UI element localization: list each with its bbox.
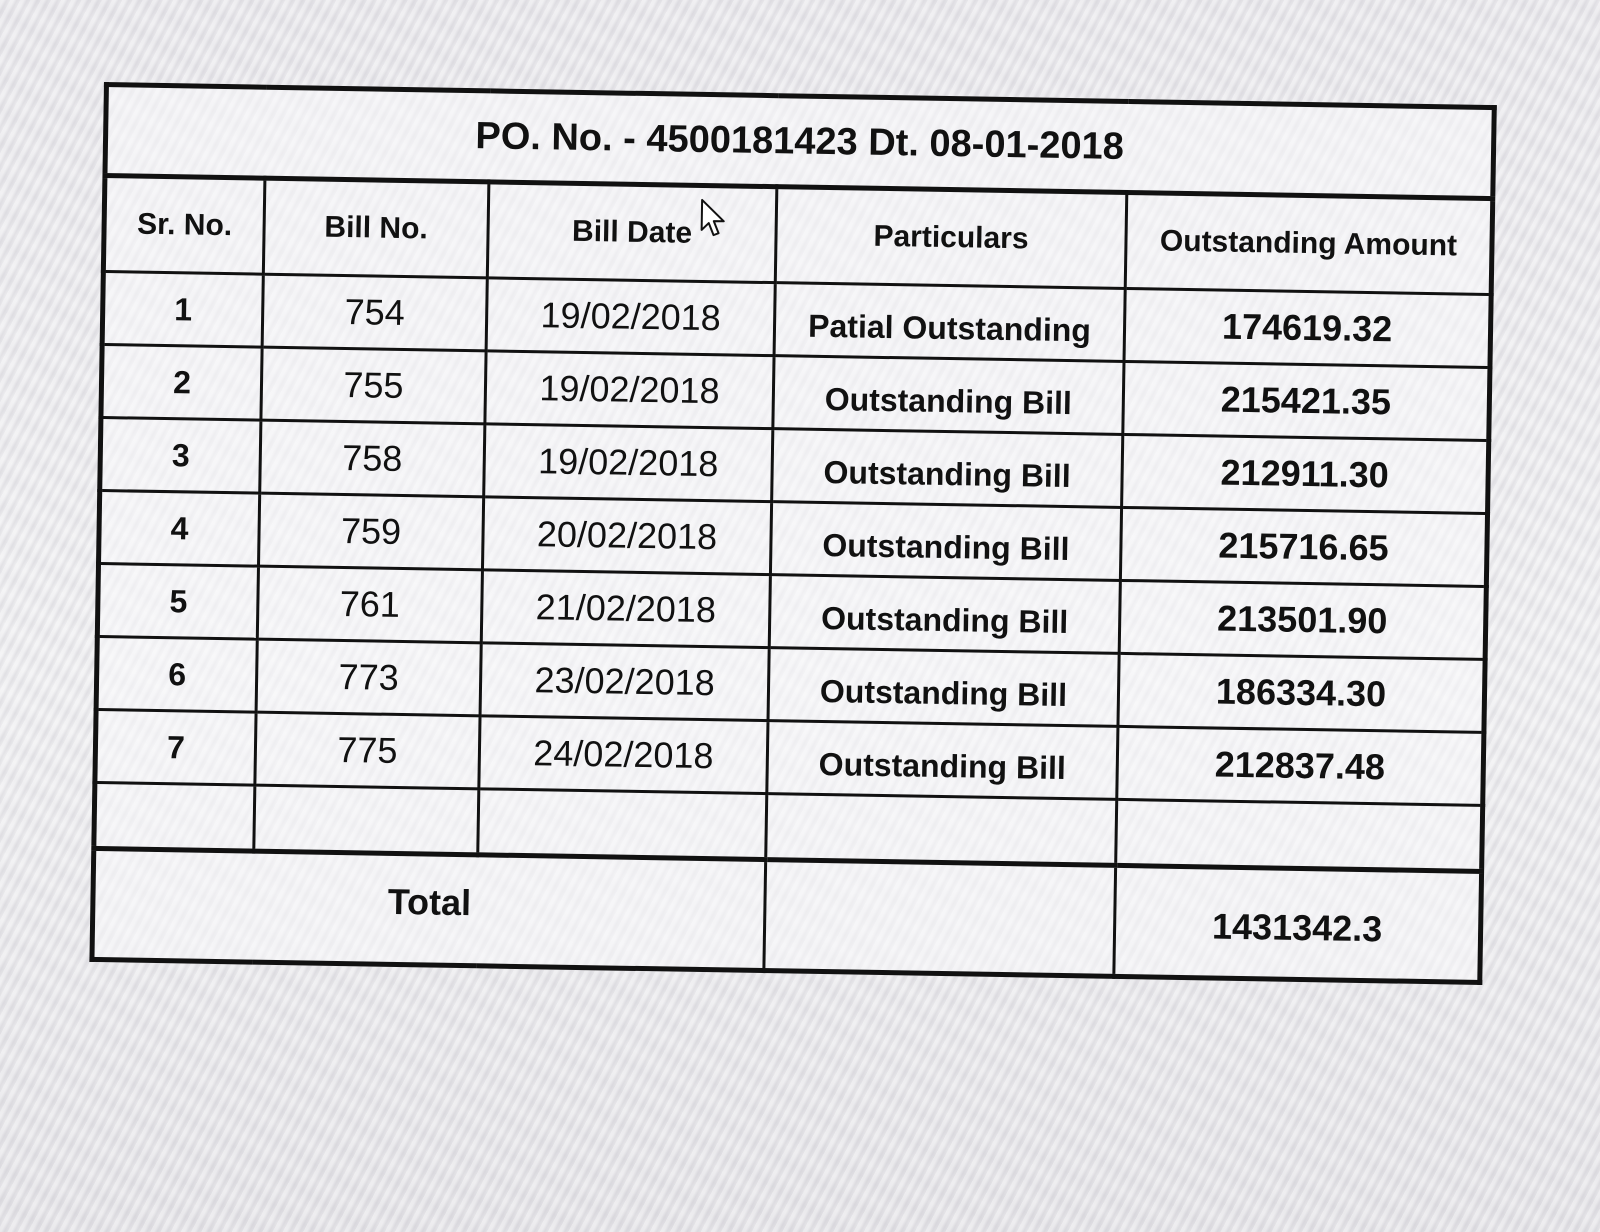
- cell-bill-no: 755: [261, 347, 486, 424]
- cell-sr-no: 2: [101, 345, 262, 421]
- po-title: PO. No. - 4500181423 Dt. 08-01-2018: [105, 85, 1494, 199]
- cell-amount: 213501.90: [1119, 580, 1486, 659]
- cell-bill-date: 21/02/2018: [481, 570, 770, 648]
- cell-particulars: Outstanding Bill: [773, 356, 1124, 435]
- cell-bill-date: 19/02/2018: [485, 351, 774, 429]
- cell-bill-no: 761: [257, 566, 482, 643]
- header-particulars: Particulars: [775, 187, 1127, 289]
- cell-amount: 186334.30: [1118, 653, 1485, 732]
- empty-cell: [766, 794, 1117, 866]
- empty-cell: [94, 782, 255, 851]
- cell-particulars: Outstanding Bill: [772, 429, 1123, 508]
- empty-cell: [254, 785, 479, 855]
- total-amount: 1431342.3: [1114, 865, 1482, 982]
- empty-cell: [1116, 799, 1483, 871]
- cell-particulars: Outstanding Bill: [767, 721, 1118, 800]
- cell-amount: 215716.65: [1120, 507, 1487, 586]
- cell-amount: 212837.48: [1117, 726, 1484, 805]
- cell-amount: 174619.32: [1124, 288, 1491, 367]
- cell-bill-no: 758: [260, 420, 485, 497]
- cell-bill-date: 19/02/2018: [484, 424, 773, 502]
- total-row: [92, 848, 1482, 982]
- cell-bill-date: 23/02/2018: [480, 643, 769, 721]
- header-sr-no: Sr. No.: [103, 176, 265, 275]
- po-document: [89, 82, 1491, 985]
- cell-amount: 212911.30: [1122, 434, 1489, 513]
- total-particulars-empty: [764, 860, 1116, 977]
- cell-bill-date: 24/02/2018: [479, 716, 768, 794]
- cell-bill-no: 759: [258, 493, 483, 570]
- header-bill-no: Bill No.: [263, 178, 489, 278]
- header-bill-date: Bill Date: [487, 182, 777, 283]
- cell-bill-no: 775: [255, 712, 480, 789]
- cell-sr-no: 4: [99, 490, 260, 566]
- mouse-pointer-icon: [699, 198, 726, 238]
- outstanding-bills-table: [89, 82, 1496, 985]
- cell-bill-no: 754: [262, 274, 487, 351]
- cell-bill-date: 20/02/2018: [482, 497, 771, 575]
- cell-sr-no: 6: [96, 636, 257, 712]
- empty-cell: [478, 789, 767, 860]
- cell-amount: 215421.35: [1123, 361, 1490, 440]
- cell-particulars: Patial Outstanding: [774, 283, 1125, 362]
- total-label: Total: [92, 848, 766, 970]
- cell-sr-no: 7: [95, 709, 256, 785]
- cell-particulars: Outstanding Bill: [768, 648, 1119, 727]
- cell-particulars: Outstanding Bill: [770, 502, 1121, 581]
- cell-sr-no: 5: [97, 563, 258, 639]
- cell-particulars: Outstanding Bill: [769, 575, 1120, 654]
- cell-bill-no: 773: [256, 639, 481, 716]
- cell-bill-date: 19/02/2018: [486, 278, 775, 356]
- header-outstanding-amount: Outstanding Amount: [1125, 192, 1493, 294]
- cell-sr-no: 3: [100, 417, 261, 493]
- cell-sr-no: 1: [102, 272, 263, 348]
